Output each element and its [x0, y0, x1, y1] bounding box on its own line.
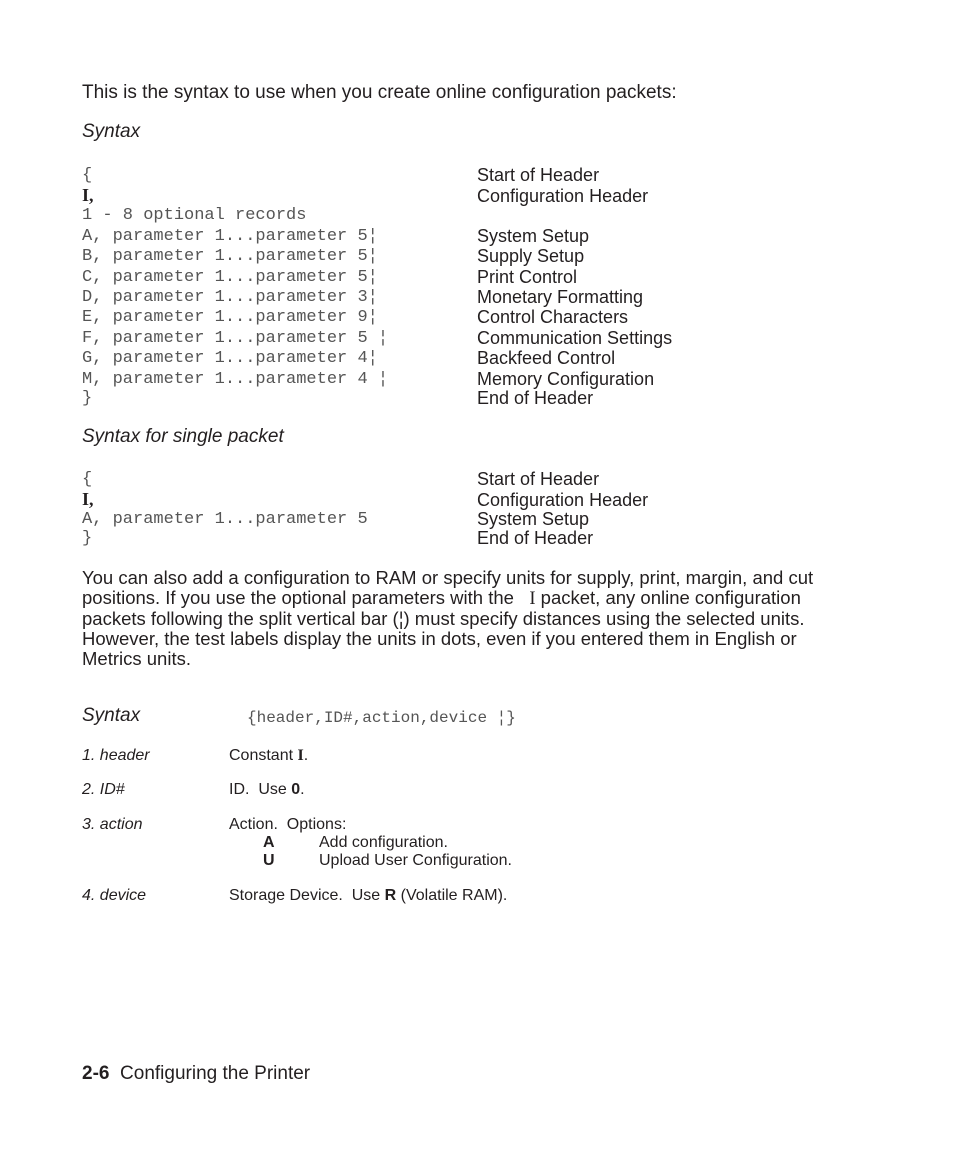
syntax2-heading: Syntax [82, 705, 141, 726]
option-text-u: Upload User Configuration. [319, 852, 512, 869]
page-footer [82, 1063, 310, 1085]
open-brace: { [82, 166, 93, 185]
open-brace-desc: Start of Header [477, 165, 600, 185]
close-brace: } [82, 389, 93, 408]
record-desc: System Setup [477, 509, 590, 529]
record-desc: Backfeed Control [477, 348, 616, 368]
record-code: G, parameter 1...parameter 4¦ [82, 349, 378, 368]
chapter-title: Configuring the Printer [120, 1063, 311, 1084]
record-desc: Memory Configuration [477, 369, 655, 389]
record-code: C, parameter 1...parameter 5¦ [82, 268, 378, 287]
field-label-id: 2. ID# [82, 781, 125, 798]
field-text-device: Storage Device. Use R (Volatile RAM). [229, 887, 508, 904]
option-key-u: U [263, 852, 275, 869]
header-code: I, [82, 489, 94, 509]
record-desc: Supply Setup [477, 246, 585, 266]
field-text-action: Action. Options: [229, 816, 347, 833]
single-packet-heading: Syntax for single packet [82, 426, 284, 447]
field-label-action: 3. action [82, 816, 143, 833]
record-code: D, parameter 1...parameter 3¦ [82, 288, 378, 307]
header-desc: Configuration Header [477, 186, 649, 206]
paragraph-letter: I [529, 589, 536, 609]
close-brace: } [82, 529, 93, 548]
close-brace-desc: End of Header [477, 388, 594, 408]
option-text-a: Add configuration. [319, 834, 448, 851]
record-code: M, parameter 1...parameter 4 ¦ [82, 370, 389, 389]
record-code: A, parameter 1...parameter 5 [82, 510, 368, 529]
record-code: F, parameter 1...parameter 5 ¦ [82, 329, 389, 348]
field-label-header: 1. header [82, 747, 150, 764]
syntax2-code: {header,ID#,action,device ¦} [247, 709, 516, 727]
record-desc: Print Control [477, 267, 578, 287]
intro-text: This is the syntax to use when you create online configuration packets: [82, 82, 677, 103]
page-number: 2-6 [82, 1063, 110, 1084]
close-brace-desc: End of Header [477, 528, 594, 548]
record-desc: System Setup [477, 226, 590, 246]
open-brace-desc: Start of Header [477, 469, 600, 489]
record-code: A, parameter 1...parameter 5¦ [82, 227, 378, 246]
field-label-device: 4. device [82, 887, 147, 904]
field-text-header: Constant I. [229, 747, 309, 764]
record-code: E, parameter 1...parameter 9¦ [82, 308, 378, 327]
paragraph-part2: packet, any online configuration packets following the split vertical bar (¦) must specify distances using the selected units. However, the test labels display the units in dots, even if you entered them in English or Metrics units. [82, 587, 805, 669]
header-desc: Configuration Header [477, 490, 649, 510]
record-code: B, parameter 1...parameter 5¦ [82, 247, 378, 266]
record-desc: Monetary Formatting [477, 287, 644, 307]
record-desc: Communication Settings [477, 328, 673, 348]
option-key-a: A [263, 834, 275, 851]
body-paragraph [82, 568, 842, 669]
optional-note: 1 - 8 optional records [82, 206, 307, 225]
header-code: I, [82, 185, 94, 205]
field-text-id: ID. Use 0. [229, 781, 305, 798]
syntax-heading: Syntax [82, 121, 141, 142]
open-brace: { [82, 470, 93, 489]
paragraph-part1: You can also add a configuration to RAM or specify units for supply, print, margin, and cut positions. If you use the optional parameters with the [82, 567, 814, 608]
record-desc: Control Characters [477, 307, 629, 327]
